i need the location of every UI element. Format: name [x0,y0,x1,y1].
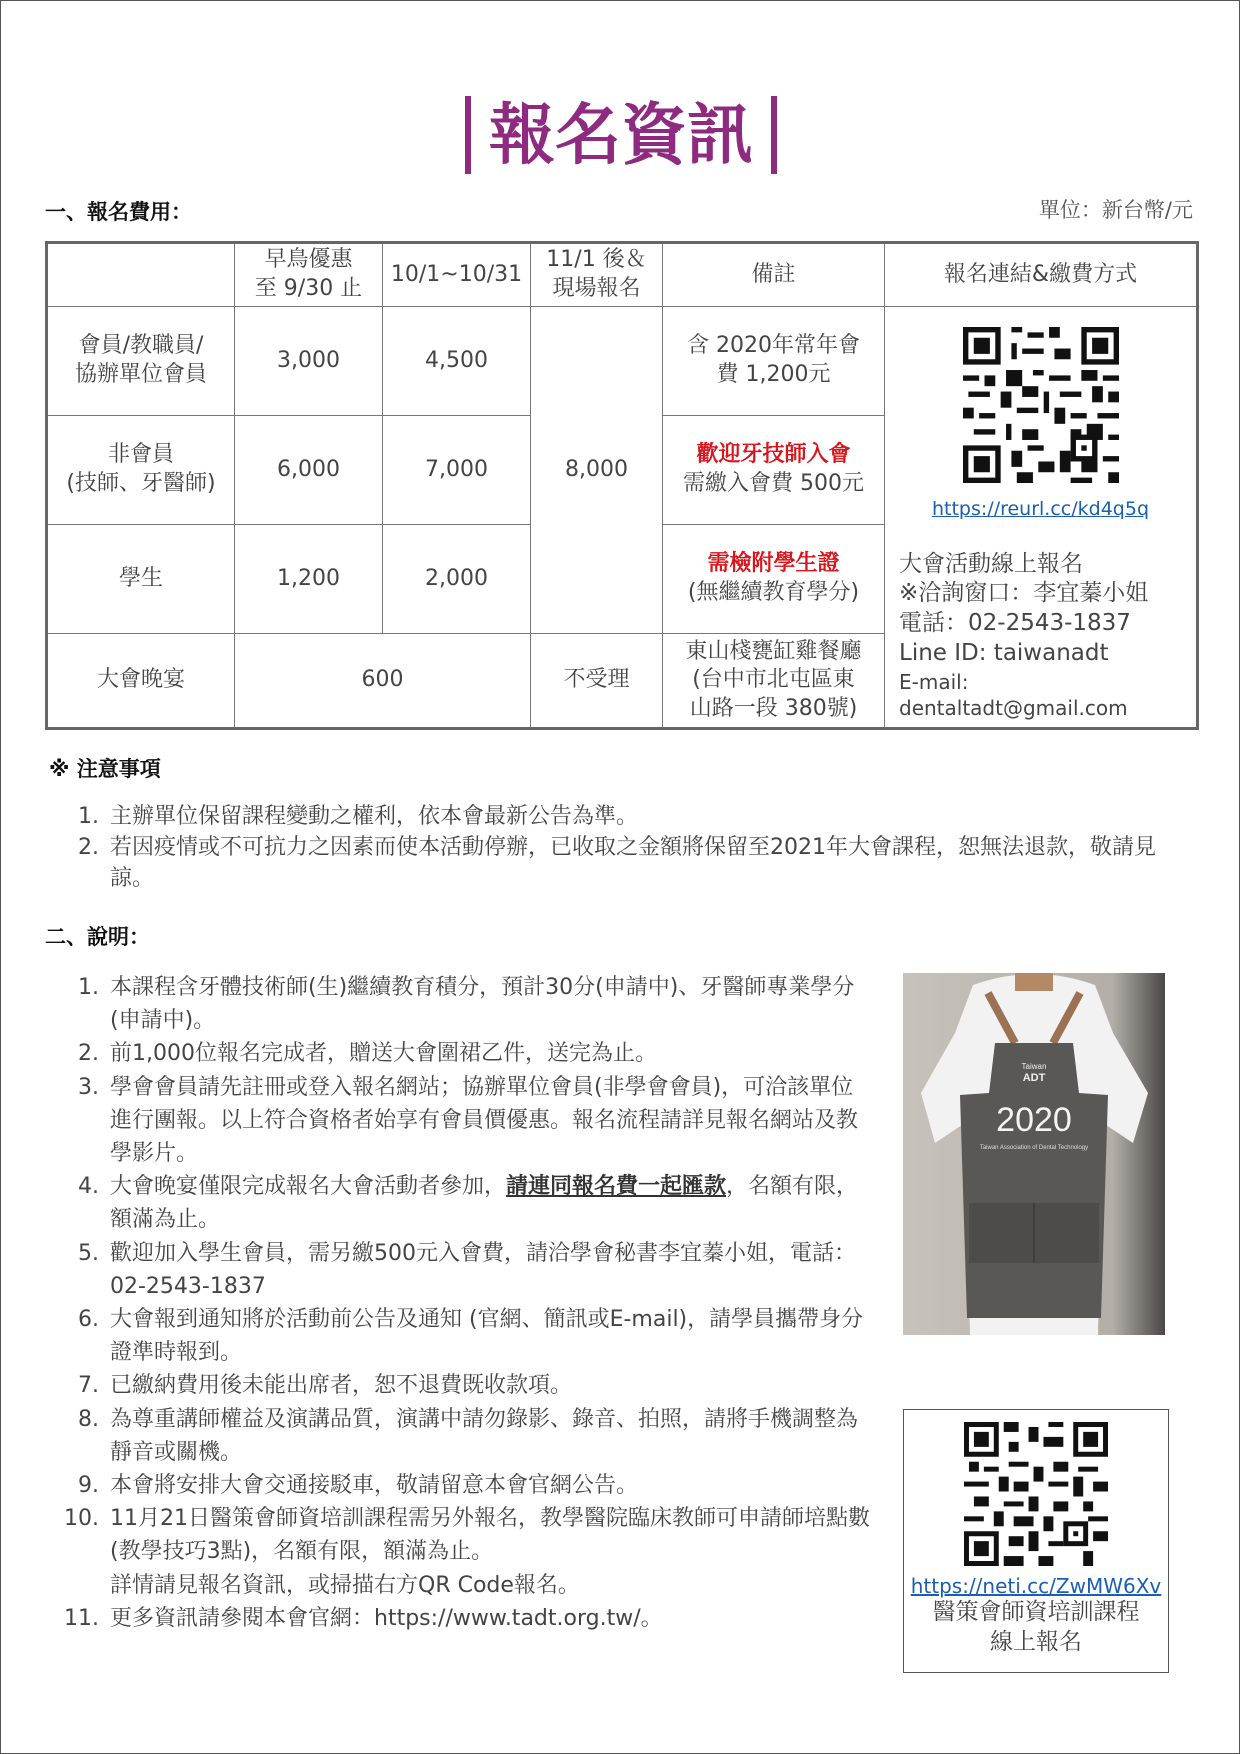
fee-table [45,241,1199,730]
nonmember-note: 歡迎牙技師入會 需繳入會費 500元 [663,416,885,525]
header-registration: 報名連結&繳費方式 [885,243,1198,307]
student-early-price: 1,200 [235,525,383,634]
apron-photo [903,973,1165,1335]
list-item: 1. 本課程含牙體技術師(生)繼續教育積分，預計30分(申請中)、牙醫師專業學分(申請中)。 [106,971,871,1037]
list-item[interactable]: 11. 更多資訊請參閱本會官網：https://www.tadt.org.tw/。 [106,1602,871,1635]
list-item: 2. 若因疫情或不可抗力之因素而使本活動停辦，已收取之金額將保留至2021年大會課程，恕無法退款，敬請見諒。 [106,832,1156,894]
nonmember-early-price: 6,000 [235,416,383,525]
table-header-row [47,243,1198,307]
row-member-label: 會員/教職員/ 協辦單位會員 [47,307,235,416]
training-caption-1: 醫策會師資培訓課程 [932,1599,1140,1625]
list-item: 4. 大會晚宴僅限完成報名大會活動者參加，請連同報名費一起匯款，名額有限，額滿為止。 [106,1170,871,1236]
training-link[interactable]: https://neti.cc/ZwMW6Xv [910,1574,1162,1598]
member-early-price: 3,000 [235,307,383,416]
list-item: 9. 本會將安排大會交通接駁車，敬請留意本會官網公告。 [106,1469,871,1502]
page-title: 報名資訊 [1,91,1240,175]
list-item: 8. 為尊重講師權益及演講品質，演講中請勿錄影、錄音、拍照，請將手機調整為靜音或關機。 [106,1403,871,1469]
explain-list [106,971,871,1635]
registration-qr-code[interactable] [963,327,1119,483]
nonmember-oct-price: 7,000 [383,416,531,525]
header-october: 10/1~10/31 [383,243,531,307]
member-note: 含 2020年常年會 費 1,200元 [663,307,885,416]
section2-heading: 二、說明： [45,925,150,949]
late-price: 8,000 [531,307,663,634]
contact-email[interactable]: E-mail: dentaltadt@gmail.com [899,670,1128,721]
header-late: 11/1 後＆ 現場報名 [531,243,663,307]
registration-cell [885,307,1198,729]
row-nonmember-label: 非會員 (技師、牙醫師) [47,416,235,525]
banquet-price: 600 [235,634,531,729]
apron-brand-small: Taiwan [1021,1062,1047,1071]
header-early: 早鳥優惠 至 9/30 止 [235,243,383,307]
list-item: 3. 學會會員請先註冊或登入報名網站；協辦單位會員(非學會會員)，可洽該單位進行團報。以上符合資格者始享有會員價優惠。報名流程請詳見報名網站及教學影片。 [106,1071,871,1171]
list-item: 7. 已繳納費用後未能出席者，恕不退費既收款項。 [106,1369,871,1402]
apron-tagline: Taiwan Association of Dental Technology [979,1145,1089,1151]
apron-year: 2020 [996,1101,1072,1139]
row-student-label: 學生 [47,525,235,634]
student-oct-price: 2,000 [383,525,531,634]
list-item: 1. 主辦單位保留課程變動之權利，依本會最新公告為準。 [106,801,1156,832]
banquet-note: 東山棧甕缸雞餐廳 (台中市北屯區東 山路一段 380號) [663,634,885,729]
title-left-bar [465,96,471,174]
table-row [47,307,1198,416]
title-right-bar [771,96,777,174]
header-note: 備註 [663,243,885,307]
banquet-payment-note: 請連同報名費一起匯款 [506,1174,727,1200]
training-qr-box [903,1409,1169,1673]
notice-list [106,801,1156,894]
training-caption-2: 線上報名 [990,1628,1082,1655]
currency-unit: 單位：新台幣/元 [1038,198,1193,222]
student-note: 需檢附學生證 (無繼續教育學分) [663,525,885,634]
header-blank [47,243,235,307]
training-qr-code[interactable] [964,1422,1108,1566]
member-oct-price: 4,500 [383,307,531,416]
notice-heading: ※ 注意事項 [49,757,161,781]
list-item: 6. 大會報到通知將於活動前公告及通知 (官網、簡訊或E-mail)，請學員攜帶身分證準時報到。 [106,1303,871,1369]
section1-heading: 一、報名費用： [45,200,192,224]
list-item: 10. 11月21日醫策會師資培訓課程需另外報名，教學醫院臨床教師可申請師培點數(教學技巧3點)，名額有限，額滿為止。 詳情請見報名資訊，或掃描右方QR Code報名。 [106,1502,871,1602]
row-banquet-label: 大會晚宴 [47,634,235,729]
list-item: 2. 前1,000位報名完成者，贈送大會圍裙乙件，送完為止。 [106,1037,871,1070]
apron-brand: ADT [1022,1072,1046,1084]
registration-link[interactable]: https://reurl.cc/kd4q5q [931,498,1149,520]
banquet-late: 不受理 [531,634,663,729]
list-item: 5. 歡迎加入學生會員，需另繳500元入會費，請洽學會秘書李宜蓁小姐，電話：02-2543-1837 [106,1237,871,1303]
contact-info: 大會活動線上報名 ※洽詢窗口：李宜蓁小姐 電話：02-2543-1837 Line ID: taiwanadt E-mail: dentaltadt@gmail.com [885,550,1196,722]
apron-illustration [903,973,1165,1335]
